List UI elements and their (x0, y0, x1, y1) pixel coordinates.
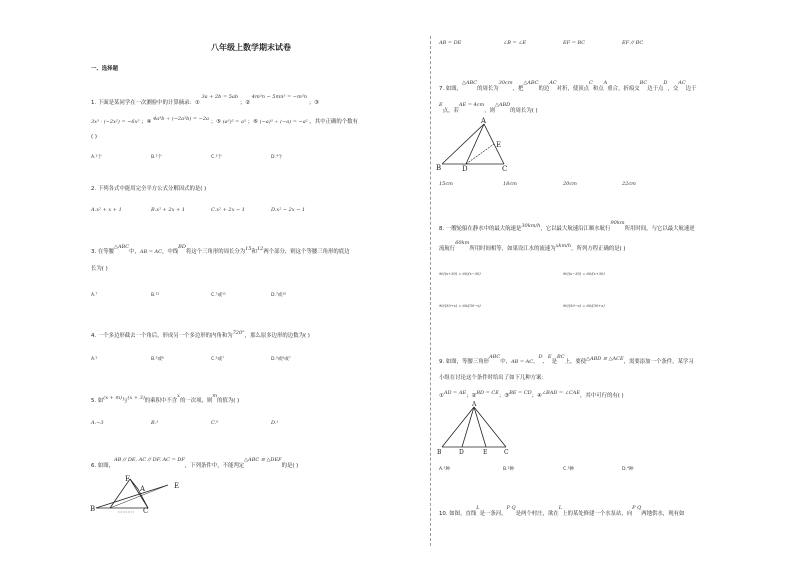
q9-option-b[interactable]: B.²种 (503, 467, 515, 472)
q6-stem: 6. 如图，AB // DE, AC // DF, AC = DF，下列条件中，不能判定△ABC ≅ △DEF的是( ) (91, 457, 299, 469)
q5-option-c[interactable]: C.⁰ (211, 420, 219, 426)
q3-stem-cont: 长为( ) (91, 266, 108, 272)
q8-stem-cont: 流航行60km所用时间相等，如果设江水的流速为xkm/h，所列方程正确的是( ) (439, 240, 626, 252)
q9-option-d[interactable]: D.⁴种 (622, 467, 634, 472)
q5-stem: 5. 如(x + m)与(x + 3)的乘积中不含x的一次项，则m的值为( ) (91, 393, 240, 404)
q6-label-b: B (90, 505, 96, 513)
q9-stem: 9. 如图，等腰三角形ABC中，AB = AC，D、E是BC上，要使△ABD ≅ △ACE，需要添加一个条件，某学习 (439, 354, 694, 365)
q1-option-b[interactable]: B.²个 (151, 155, 163, 160)
q4-stem: 4. 一个多边形截去一个角后，形成另一个多边形的内角和为720°，那么原多边形的边数为( ) (91, 330, 310, 339)
q1-paren: ( ) (91, 134, 97, 140)
q4-option-b[interactable]: B.⁵或⁶ (151, 357, 164, 362)
column-divider (430, 36, 431, 546)
q5-option-b[interactable]: B.³ (151, 420, 159, 426)
q9-label-a: A (472, 401, 477, 408)
q7-option-d[interactable]: 22cm (622, 181, 636, 187)
q6-label-a: A (140, 485, 146, 493)
q1-option-a[interactable]: A.¹个 (91, 155, 102, 160)
q6-option-d[interactable]: EF // BC (622, 40, 644, 46)
q3-option-d[interactable]: D.⁷或¹⁰ (271, 293, 287, 298)
q7-figure (436, 118, 516, 174)
q9-conditions: ①AD = AE；②BD = CE；③BE = CD；④∠BAD = ∠CAE，其中可行的有( ) (439, 390, 624, 399)
q7-label-b: B (436, 164, 442, 172)
q9-label-b: B (437, 449, 442, 456)
q1-stem: 1. 下面是某同学在一次测验中的计算摘录：① 3a + 2b = 5ab ；② 4m³n − 5mn³ = −m³n ；③ (91, 94, 319, 106)
section-heading: 一、选择题 (91, 66, 118, 72)
q6-label-e: E (174, 482, 180, 490)
q7-stem: 7. 如图，△ABC的周长为30cm，把△ABC的边AC对折，使顶点C和点A重合，折痕交BC边于点D，交AC边于 (439, 80, 697, 92)
q6-label-f: F (125, 475, 130, 483)
q2-option-b[interactable]: B.x² + 2x + 1 (151, 207, 186, 213)
q7-option-b[interactable]: 18cm (503, 181, 517, 187)
q7-label-d: D (462, 165, 468, 173)
q10-stem: 10. 如图，直线L是一条河，P Q是两个村庄，欲在L上的某处修建一个水泵站，向P Q两地供水，现有如 (439, 505, 685, 517)
q2-option-c[interactable]: C.x² + 2x − 1 (211, 207, 245, 213)
q8-option-a[interactable]: 90/(x+30) = 60/(x−30) (439, 272, 481, 276)
q9-option-a[interactable]: A.¹种 (439, 467, 450, 472)
q5-option-a[interactable]: A.−3 (91, 420, 104, 426)
q7-label-a: A (481, 117, 487, 125)
q2-option-a[interactable]: A.x² + x + 1 (91, 207, 122, 213)
q1-formulas: 3x³ · (−2x²) = −6x⁵ ；④ 4a³b ÷ (−2a²b) = −2a ；⑤ (a³)² = a⁵ ；⑥ (−a)³ ÷ (−a) = −a² ，其中正确的个数有 (91, 116, 358, 125)
document-title: 八年级上数学期末试卷 (211, 43, 291, 52)
q6-option-b[interactable]: ∠B = ∠E (503, 40, 527, 46)
q2-stem: 2. 下列各式中能用完全平方公式分解因式的是( ) (91, 186, 207, 192)
q1-option-c[interactable]: C.³个 (211, 155, 223, 160)
q6-option-c[interactable]: EF = BC (563, 40, 586, 46)
q3-stem: 3. 在等腰△ABC中，AB = AC，中线BD将这个三角形的周长分为15和12两个部分，则这个等腰三角形的底边 (91, 244, 350, 255)
q6-figure (90, 474, 190, 514)
q8-option-c[interactable]: 90/(30+x) = 60/(30−x) (439, 304, 481, 308)
q1-option-d[interactable]: D.⁴个 (271, 155, 283, 160)
q9-option-c[interactable]: C.³种 (563, 467, 575, 472)
q9-stem-cont: 小组在讨论这个条件时给出了如下几种方案： (439, 375, 547, 381)
q3-option-c[interactable]: C.⁷或¹¹ (211, 293, 226, 298)
q8-stem: 8. 一艘轮船在静水中的最大航速是30km/h，它以最大航速沿江顺水航行90km所用时间，与它以最大航速逆 (439, 220, 695, 232)
q7-label-c: C (502, 165, 508, 173)
q8-option-b[interactable]: 90/(x−30) = 60/(x+30) (563, 272, 605, 276)
q4-option-c[interactable]: C.⁵或⁷ (211, 357, 224, 362)
q6-label-c: C (143, 507, 149, 515)
q7-stem-cont: E点，若AE = 4cm，则△ABD的周长为( ) (439, 102, 538, 114)
q9-label-e: E (483, 449, 488, 456)
q7-option-c[interactable]: 20cm (563, 181, 577, 187)
q4-option-d[interactable]: D.⁵或⁶或⁷ (271, 357, 291, 362)
q4-option-a[interactable]: A.⁵ (91, 357, 98, 362)
q3-option-a[interactable]: A.⁷ (91, 293, 98, 298)
q8-option-d[interactable]: 90/(30−x) = 60/(30+x) (563, 304, 605, 308)
q9-label-d: D (459, 449, 464, 456)
q2-option-d[interactable]: D.x² − 2x − 1 (271, 207, 306, 213)
q7-label-e: E (496, 141, 502, 149)
q9-figure (436, 403, 516, 455)
q6-option-a[interactable]: AB = DE (439, 40, 462, 46)
q9-label-c: C (504, 449, 509, 456)
q7-option-a[interactable]: 15cm (439, 181, 453, 187)
q3-option-b[interactable]: B.¹¹ (151, 293, 160, 298)
q5-option-d[interactable]: D.¹ (271, 420, 279, 426)
